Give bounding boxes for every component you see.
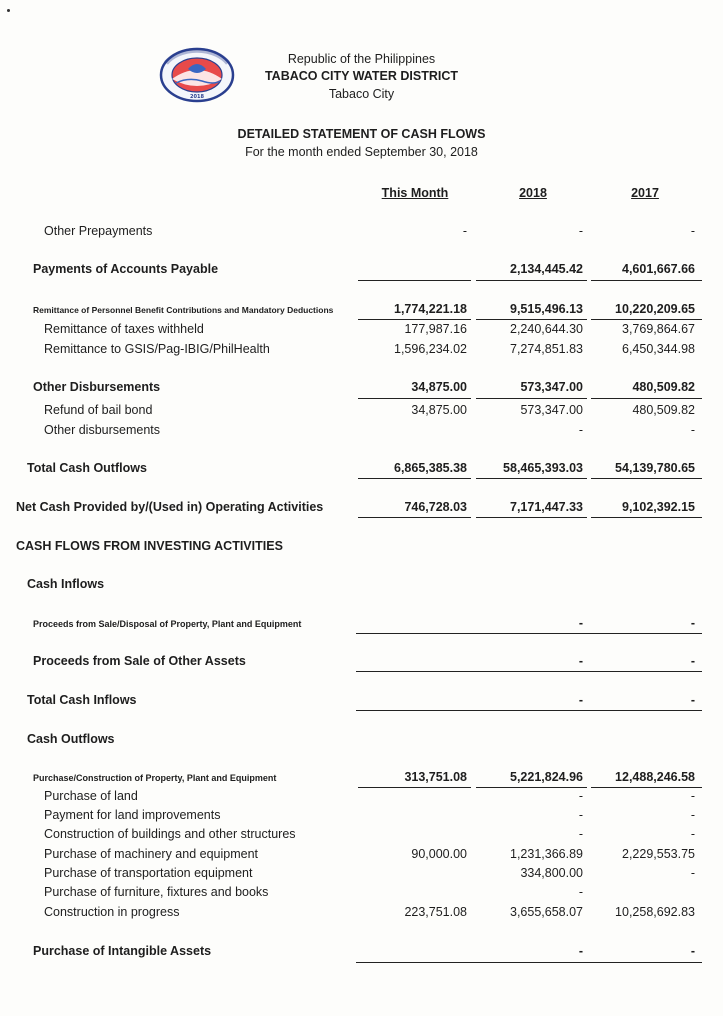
rule	[358, 398, 471, 399]
value-2018: -	[578, 789, 583, 803]
row-label: Proceeds from Sale of Other Assets	[33, 654, 246, 668]
row-total-cash-inflows	[0, 693, 723, 711]
value-this-month: -	[462, 224, 467, 238]
rule	[591, 319, 702, 320]
row-label: Other Prepayments	[44, 224, 153, 238]
row-intangible-assets	[0, 944, 723, 962]
rule	[358, 478, 471, 479]
value-2018: 573,347.00	[520, 403, 583, 417]
agency-name: TABACO CITY WATER DISTRICT	[264, 69, 459, 83]
value-this-month: 6,865,385.38	[394, 461, 467, 475]
value-2017: 10,258,692.83	[615, 905, 695, 919]
row-label: Proceeds from Sale/Disposal of Property, Plant and Equipment	[33, 619, 302, 629]
value-2017: 6,450,344.98	[622, 342, 695, 356]
rule	[591, 517, 702, 518]
row-label: Total Cash Outflows	[27, 461, 147, 475]
row-remittance-gsis	[0, 342, 723, 360]
row-other-disbursements-detail	[0, 423, 723, 441]
row-label: Purchase/Construction of Property, Plant and Equipment	[33, 773, 277, 783]
rule	[476, 398, 587, 399]
value-2018: -	[578, 423, 583, 437]
row-label: Payment for land improvements	[44, 808, 221, 822]
row-label: Purchase of land	[44, 789, 138, 803]
value-2018: 1,231,366.89	[510, 847, 583, 861]
row-total-cash-outflows	[0, 461, 723, 479]
row-refund-bail-bond	[0, 403, 723, 421]
value-2017: 4,601,667.66	[622, 262, 695, 276]
statement-title: DETAILED STATEMENT OF CASH FLOWS	[237, 127, 486, 141]
row-proceeds-sale-ppe	[0, 616, 723, 634]
value-2018: 9,515,496.13	[510, 302, 583, 316]
value-this-month: 313,751.08	[404, 770, 467, 784]
value-2018: 2,134,445.42	[510, 262, 583, 276]
subsection-heading: Cash Outflows	[27, 732, 115, 746]
row-remittance-benefits	[0, 302, 723, 320]
value-2017: -	[690, 866, 695, 880]
row-remittance-taxes	[0, 322, 723, 340]
value-2018: -	[578, 654, 583, 668]
value-2017: -	[690, 944, 695, 958]
svg-text:2018: 2018	[190, 94, 204, 100]
value-2018: 58,465,393.03	[503, 461, 583, 475]
rule	[591, 280, 702, 281]
section-heading: CASH FLOWS FROM INVESTING ACTIVITIES	[16, 539, 283, 553]
value-2017: -	[690, 654, 695, 668]
row-label: Net Cash Provided by/(Used in) Operating Activities	[16, 500, 324, 514]
rule	[358, 787, 471, 788]
row-other-disbursements	[0, 380, 723, 398]
row-label: Remittance to GSIS/Pag-IBIG/PhilHealth	[44, 342, 270, 356]
subsection-cash-outflows	[0, 732, 723, 750]
rule	[358, 280, 471, 281]
value-2017: -	[690, 616, 695, 630]
value-this-month: 34,875.00	[411, 403, 467, 417]
republic-line: Republic of the Philippines	[287, 52, 436, 66]
value-2018: 2,240,644.30	[510, 322, 583, 336]
value-2017: 12,488,246.58	[615, 770, 695, 784]
rule	[591, 398, 702, 399]
value-this-month: 1,596,234.02	[394, 342, 467, 356]
rule	[358, 319, 471, 320]
rule	[356, 633, 702, 634]
rule	[591, 787, 702, 788]
rule	[356, 962, 702, 963]
value-2017: 480,509.82	[632, 403, 695, 417]
row-land-improvements	[0, 808, 723, 826]
statement-period: For the month ended September 30, 2018	[245, 145, 478, 159]
value-2018: -	[578, 693, 583, 707]
row-transportation-equipment	[0, 866, 723, 884]
row-label: Refund of bail bond	[44, 403, 153, 417]
row-payments-accounts-payable	[0, 262, 723, 280]
rule	[591, 478, 702, 479]
value-2018: 7,274,851.83	[510, 342, 583, 356]
value-2017: -	[690, 693, 695, 707]
value-2017: -	[690, 224, 695, 238]
value-2017: -	[690, 808, 695, 822]
col-header-2017: 2017	[631, 186, 659, 200]
rule	[476, 280, 587, 281]
row-machinery-equipment	[0, 847, 723, 865]
row-label: Construction in progress	[44, 905, 180, 919]
value-2018: 7,171,447.33	[510, 500, 583, 514]
value-2018: -	[578, 944, 583, 958]
row-label: Remittance of Personnel Benefit Contributions and Mandatory Deductions	[33, 305, 334, 315]
row-label: Construction of buildings and other structures	[44, 827, 296, 841]
value-2018: 334,800.00	[520, 866, 583, 880]
section-investing-activities	[0, 539, 723, 557]
row-label: Remittance of taxes withheld	[44, 322, 204, 336]
value-2018: 3,655,658.07	[510, 905, 583, 919]
value-2018: -	[578, 885, 583, 899]
city-name: Tabaco City	[328, 87, 395, 101]
value-2018: -	[578, 808, 583, 822]
rule	[356, 671, 702, 672]
row-purchase-land	[0, 789, 723, 807]
row-label: Payments of Accounts Payable	[33, 262, 219, 276]
value-this-month: 1,774,221.18	[394, 302, 467, 316]
value-this-month: 90,000.00	[411, 847, 467, 861]
row-purchase-construction-ppe	[0, 770, 723, 788]
col-header-this-month: This Month	[381, 186, 449, 200]
row-label: Total Cash Inflows	[27, 693, 137, 707]
value-2017: 54,139,780.65	[615, 461, 695, 475]
row-label: Purchase of machinery and equipment	[44, 847, 259, 861]
value-2017: -	[690, 423, 695, 437]
row-label: Other disbursements	[44, 423, 161, 437]
col-header-2018: 2018	[519, 186, 547, 200]
row-label: Other Disbursements	[33, 380, 161, 394]
row-other-prepayments	[0, 224, 723, 242]
value-2018: 573,347.00	[520, 380, 583, 394]
subsection-cash-inflows	[0, 577, 723, 595]
value-2017: 480,509.82	[632, 380, 695, 394]
value-2018: -	[578, 827, 583, 841]
scan-speck	[7, 9, 10, 12]
row-proceeds-other-assets	[0, 654, 723, 672]
value-2017: 10,220,209.65	[615, 302, 695, 316]
row-furniture-fixtures	[0, 885, 723, 903]
subsection-heading: Cash Inflows	[27, 577, 105, 591]
value-2018: -	[578, 224, 583, 238]
row-construction-in-progress	[0, 905, 723, 923]
rule	[476, 787, 587, 788]
value-this-month: 34,875.00	[411, 380, 467, 394]
row-label: Purchase of furniture, fixtures and books	[44, 885, 269, 899]
value-this-month: 746,728.03	[404, 500, 467, 514]
rule	[356, 710, 702, 711]
value-2018: -	[578, 616, 583, 630]
value-2017: 2,229,553.75	[622, 847, 695, 861]
value-this-month: 177,987.16	[404, 322, 467, 336]
row-net-cash-operating	[0, 500, 723, 518]
rule	[476, 319, 587, 320]
value-2017: -	[690, 789, 695, 803]
rule	[476, 478, 587, 479]
row-construction-buildings	[0, 827, 723, 845]
value-2017: 9,102,392.15	[622, 500, 695, 514]
row-label: Purchase of transportation equipment	[44, 866, 253, 880]
value-2018: 5,221,824.96	[510, 770, 583, 784]
value-2017: 3,769,864.67	[622, 322, 695, 336]
value-2017: -	[690, 827, 695, 841]
value-this-month: 223,751.08	[404, 905, 467, 919]
row-label: Purchase of Intangible Assets	[33, 944, 212, 958]
rule	[476, 517, 587, 518]
rule	[358, 517, 471, 518]
